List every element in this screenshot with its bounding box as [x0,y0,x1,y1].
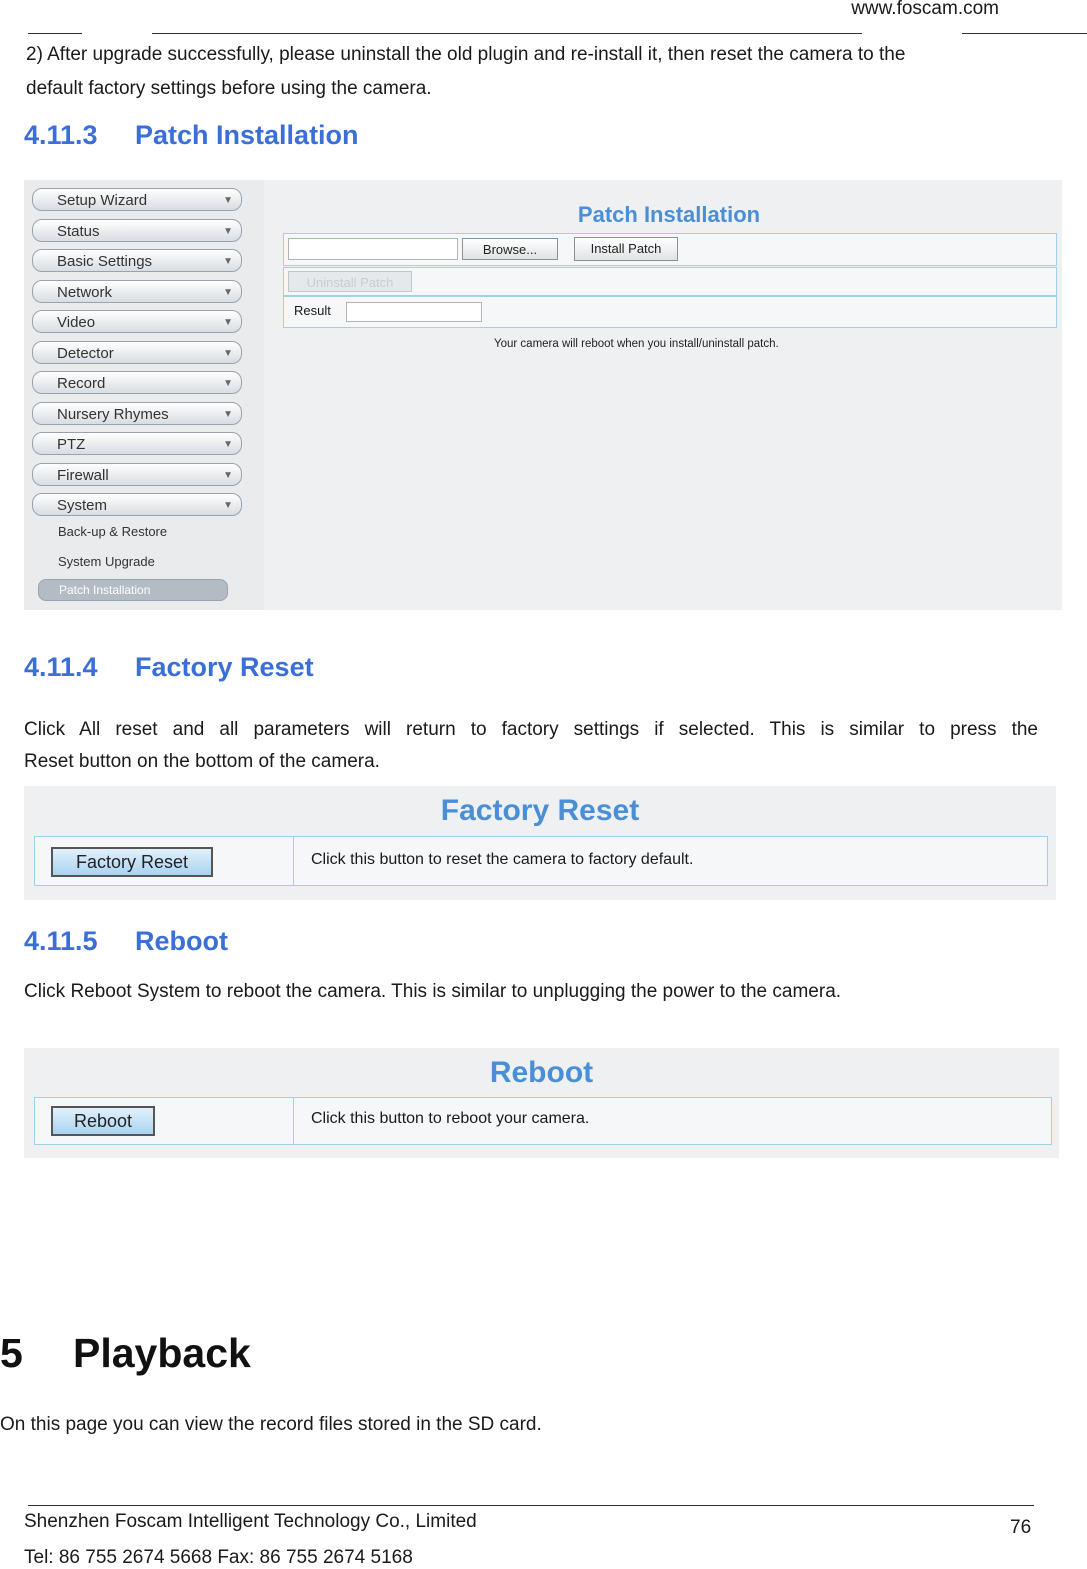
footer-contact: Tel: 86 755 2674 5668 Fax: 86 755 2674 5168 [24,1547,413,1568]
nav-detector[interactable]: Detector ▼ [32,341,242,364]
section-title: Factory Reset [135,652,314,682]
reboot-description: Click this button to reboot your camera. [311,1110,590,1127]
factory-reset-body-2: Reset button on the bottom of the camera. [24,751,380,772]
section-number: 4.11.3 [24,120,98,150]
reboot-body: Click Reboot System to reboot the camera. This is similar to unplugging the power to the camera. [24,981,842,1002]
panel-title: Patch Installation [577,202,761,227]
chevron-down-icon: ▼ [223,409,233,420]
chevron-down-icon: ▼ [223,348,233,359]
nav-status[interactable]: Status ▼ [32,219,242,242]
panel-title: Reboot [489,1056,594,1089]
settings-sidebar [24,180,264,610]
install-row [283,233,1057,266]
chevron-down-icon: ▼ [223,226,233,237]
nav-ptz[interactable]: PTZ ▼ [32,432,242,455]
section-heading-patch [24,120,359,151]
intro-line-2: default factory settings before using the camera. [26,78,432,99]
nav-network[interactable]: Network ▼ [32,280,242,303]
patch-installation-screenshot [24,180,1062,610]
header-website: www.foscam.com [851,0,999,19]
nav-firewall[interactable]: Firewall ▼ [32,463,242,486]
section-title: Reboot [135,926,228,956]
section-heading-reboot [24,926,228,957]
patch-file-path-input[interactable] [288,238,458,260]
chevron-down-icon: ▼ [223,195,233,206]
section-number: 4.11.4 [24,652,98,682]
chevron-down-icon: ▼ [223,287,233,298]
factory-reset-description: Click this button to reset the camera to factory default. [311,851,694,868]
install-patch-button[interactable]: Install Patch [574,237,678,261]
chapter-title: Playback [73,1330,251,1376]
reboot-button[interactable]: Reboot [51,1106,155,1136]
chevron-down-icon: ▼ [223,378,233,389]
chevron-down-icon: ▼ [223,500,233,511]
column-divider [293,837,294,885]
browse-button[interactable]: Browse... [462,238,558,260]
factory-reset-screenshot [24,786,1056,900]
chevron-down-icon: ▼ [223,317,233,328]
nav-video[interactable]: Video ▼ [32,310,242,333]
uninstall-row [283,267,1057,296]
section-number: 4.11.5 [24,926,98,956]
reboot-screenshot [24,1048,1059,1158]
nav-setup-wizard[interactable]: Setup Wizard ▼ [32,188,242,211]
chevron-down-icon: ▼ [223,470,233,481]
playback-body: On this page you can view the record files stored in the SD card. [0,1414,542,1435]
chapter-number: 5 [0,1330,23,1376]
result-field [346,302,482,322]
reboot-note: Your camera will reboot when you install/uninstall patch. [494,338,779,350]
factory-reset-button[interactable]: Factory Reset [51,847,213,877]
intro-line-1: 2) After upgrade successfully, please uninstall the old plugin and re-install it, then reset the camera to the [26,44,906,65]
chevron-down-icon: ▼ [223,439,233,450]
nav-record[interactable]: Record ▼ [32,371,242,394]
nav-nursery-rhymes[interactable]: Nursery Rhymes ▼ [32,402,242,425]
result-label: Result [294,303,331,318]
result-row [283,296,1057,328]
nav-sub-system-upgrade[interactable]: System Upgrade [58,554,155,569]
nav-system[interactable]: System ▼ [32,493,242,516]
nav-basic-settings[interactable]: Basic Settings ▼ [32,249,242,272]
factory-reset-row [34,836,1048,886]
section-heading-factory-reset [24,652,314,683]
header-rule-gap [862,31,962,35]
page-number: 76 [1010,1517,1032,1538]
header-rule-gap [82,31,152,35]
panel-title: Factory Reset [440,794,640,827]
nav-sub-patch-installation[interactable]: Patch Installation [38,579,228,601]
footer-rule [28,1505,1034,1506]
factory-reset-body-1: Click All reset and all parameters will return to factory settings if selected. This is similar to press the [24,719,1038,740]
section-title: Patch Installation [135,120,359,150]
column-divider [293,1098,294,1144]
chapter-heading-playback [0,1330,251,1377]
chevron-down-icon: ▼ [223,256,233,267]
footer-company: Shenzhen Foscam Intelligent Technology Co., Limited [24,1511,477,1532]
uninstall-patch-button[interactable]: Uninstall Patch [288,271,412,292]
nav-sub-backup-restore[interactable]: Back-up & Restore [58,524,168,539]
reboot-row [34,1097,1052,1145]
